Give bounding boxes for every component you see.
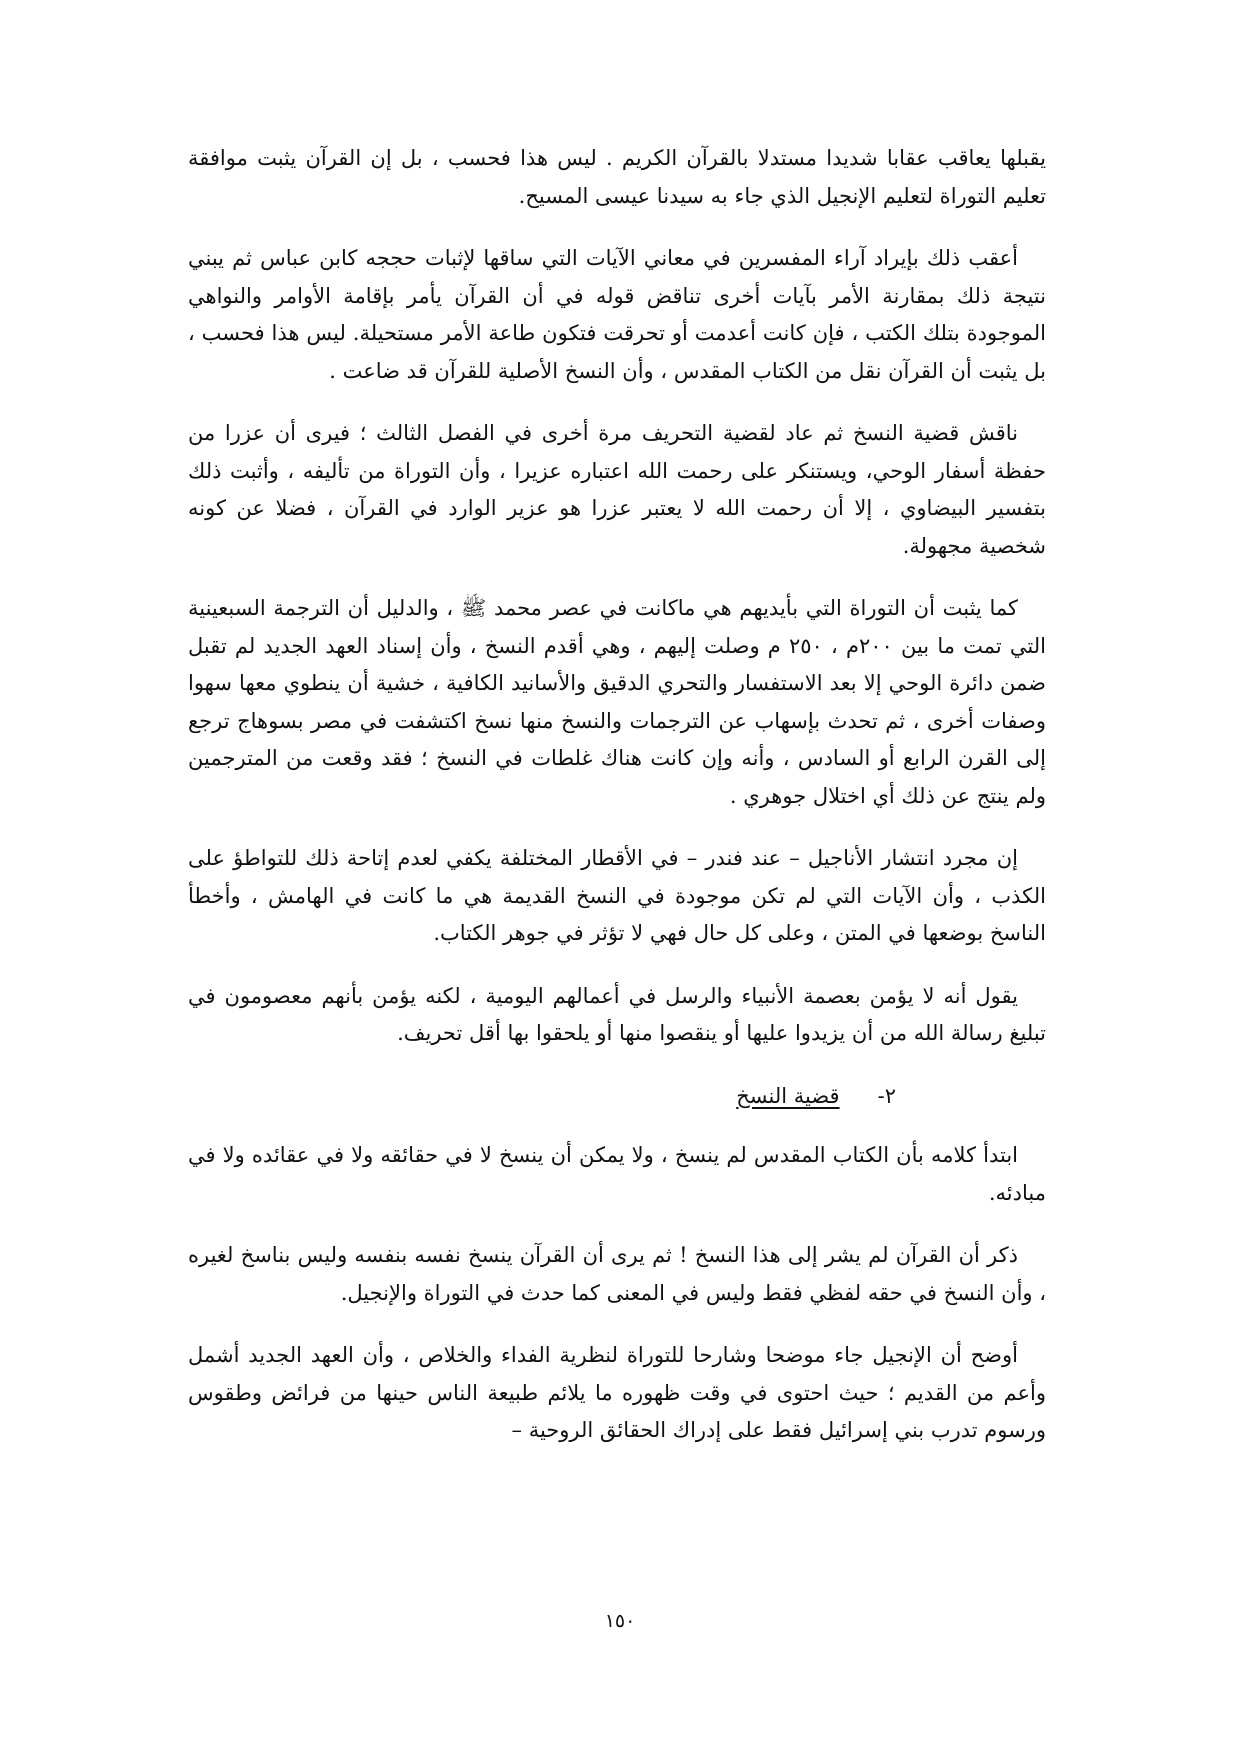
page-number: ١٥٠	[604, 1610, 636, 1632]
section-heading	[188, 1078, 1046, 1116]
document-page-body	[188, 140, 1046, 1475]
paragraph-6: يقول أنه لا يؤمن بعصمة الأنبياء والرسل في أعمالهم اليومية ، لكنه يؤمن بأنهم معصومون في تبليغ رسالة الله من أن يزيدوا عليها أو ينقصوا منها أو يلحقوا بها أقل تحريف.	[188, 983, 1046, 1045]
section-heading-number: ٢-	[877, 1083, 896, 1108]
paragraph-8: ذكر أن القرآن لم يشر إلى هذا النسخ ! ثم يرى أن القرآن ينسخ نفسه بنفسه وليس بناسخ لغيره ، وأن النسخ في حقه لفظي فقط وليس في المعنى كما حدث في التوراة والإنجيل.	[188, 1243, 1046, 1305]
paragraph-3: ناقش قضية النسخ ثم عاد لقضية التحريف مرة أخرى في الفصل الثالث ؛ فيرى أن عزرا من حفظة أسفار الوحي، ويستنكر على رحمت الله اعتباره عزيرا ، وأن التوراة من تأليفه ، وأثبت ذلك بتفسير البيضاوي ، إلا أن رحمت الله لا يعتبر عزرا هو عزير الوارد في القرآن ، فضلا عن كونه شخصية مجهولة.	[188, 421, 1046, 558]
paragraph-9: أوضح أن الإنجيل جاء موضحا وشارحا للتوراة لنظرية الفداء والخلاص ، وأن العهد الجديد أشمل وأعم من القديم ؛ حيث احتوى في وقت ظهوره ما يلائم طبيعة الناس حينها من فرائض وطقوس ورسوم تدرب بني إسرائيل فقط على إدراك الحقائق الروحية –	[188, 1343, 1046, 1442]
paragraph-2: أعقب ذلك بإيراد آراء المفسرين في معاني الآيات التي ساقها لإثبات حججه كابن عباس ثم يبني نتيجة ذلك بمقارنة الأمر بآيات أخرى تناقض قوله في أن القرآن يأمر بإقامة الأوامر والنواهي الموجودة بتلك الكتب ، فإن كانت أعدمت أو تحرقت فتكون طاعة الأمر مستحيلة. ليس هذا فحسب ، بل يثبت أن القرآن نقل من الكتاب المقدس ، وأن النسخ الأصلية للقرآن قد ضاعت .	[188, 246, 1046, 383]
paragraph-7: ابتدأ كلامه بأن الكتاب المقدس لم ينسخ ، ولا يمكن أن ينسخ لا في حقائقه ولا في عقائده ولا في مبادئه.	[188, 1143, 1046, 1205]
paragraph-4: كما يثبت أن التوراة التي بأيديهم هي ماكانت في عصر محمد ﷺ ، والدليل أن الترجمة السبعينية التي تمت ما بين ٢٠٠م ، ٢٥٠ م وصلت إليهم ، وهي أقدم النسخ ، وأن إسناد العهد الجديد لم تقبل ضمن دائرة الوحي إلا بعد الاستفسار والتحري الدقيق والأسانيد الكافية ، خشية أن ينطوي معها سهوا وصفات أخرى ، ثم تحدث بإسهاب عن الترجمات والنسخ منها نسخ اكتشفت في مصر بسوهاج ترجع إلى القرن الرابع أو السادس ، وأنه وإن كانت هناك غلطات في النسخ ؛ فقد وقعت من المترجمين ولم ينتج عن ذلك أي اختلال جوهري .	[188, 596, 1046, 808]
paragraph-5: إن مجرد انتشار الأناجيل – عند فندر – في الأقطار المختلفة يكفي لعدم إتاحة ذلك للتواطؤ على الكذب ، وأن الآيات التي لم تكن موجودة في النسخ القديمة هي ما كانت في الهامش ، وأخطأ الناسخ بوضعها في المتن ، وعلى كل حال فهي لا تؤثر في جوهر الكتاب.	[188, 846, 1046, 945]
section-heading-title: قضية النسخ	[736, 1083, 840, 1108]
paragraph-1: يقبلها يعاقب عقابا شديدا مستدلا بالقرآن الكريم . ليس هذا فحسب ، بل إن القرآن يثبت موافقة تعليم التوراة لتعليم الإنجيل الذي جاء به سيدنا عيسى المسيح.	[188, 146, 1046, 208]
